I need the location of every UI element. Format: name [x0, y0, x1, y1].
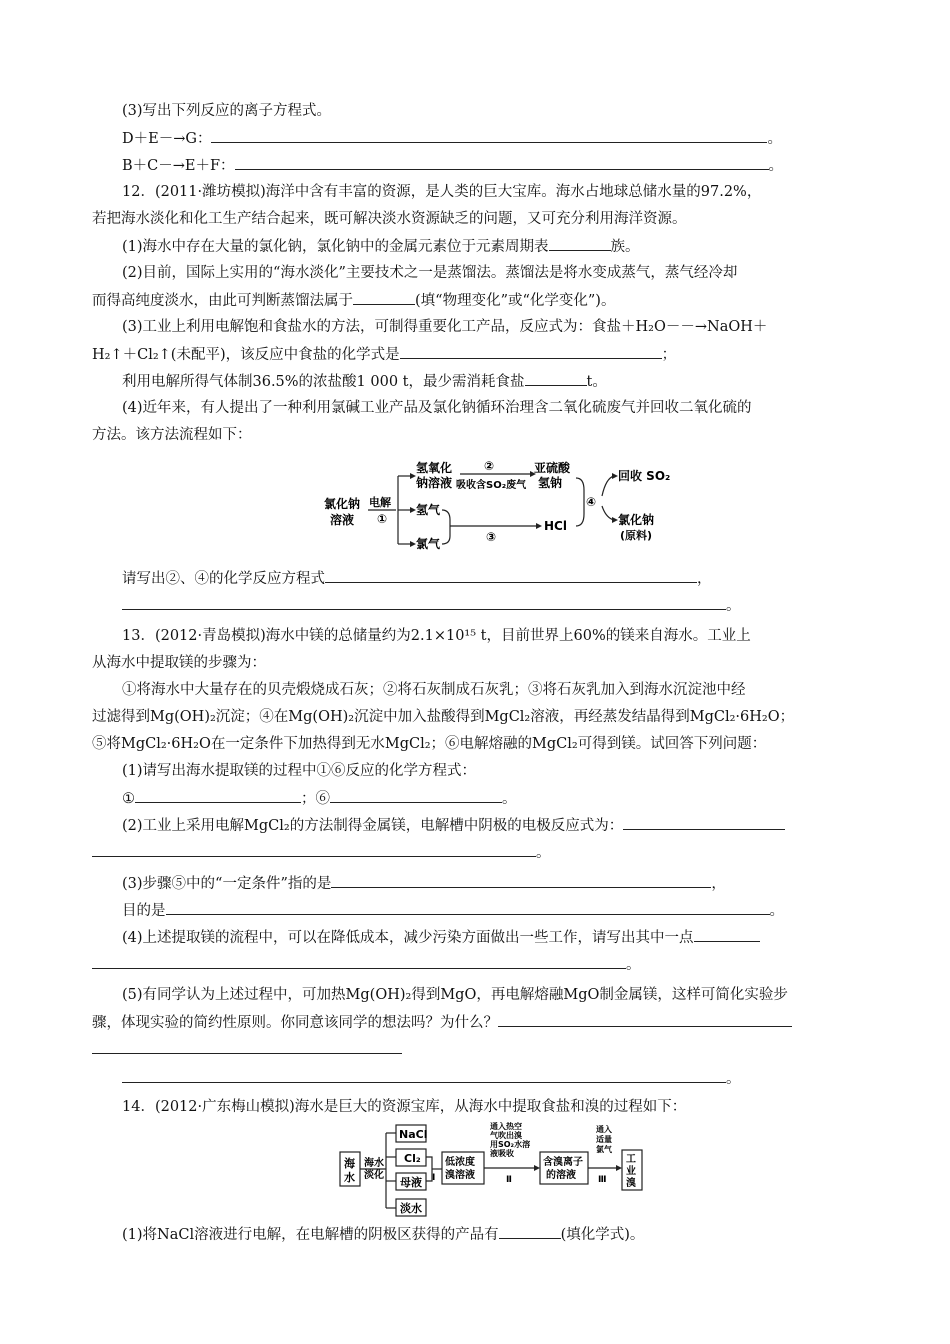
diagram2-op2-label: 液吸收 [490, 1149, 514, 1158]
diagram1-nacl-label: 氯化钠 [618, 513, 655, 527]
diagram1-naoh-label: 氢氧化 [416, 461, 453, 475]
diagram1-start-label: 氯化钠 [324, 497, 361, 511]
q13-part2-text: (2)工业上采用电解MgCl₂的方法制得金属镁，电解槽中阴极的电极反应式为： [122, 818, 624, 834]
diagram1-nahso3-label: 亚硫酸 [534, 461, 571, 475]
q12-part3-line2 [92, 344, 676, 365]
diagram2-fresh-label: 淡水 [400, 1202, 422, 1215]
q12-part3-end: t。 [586, 374, 607, 390]
answer-blank[interactable] [330, 788, 502, 803]
diagram2-nacl-label: NaCl [399, 1128, 428, 1141]
circled-1: ① [122, 791, 135, 807]
answer-blank[interactable] [235, 155, 769, 170]
diagram2-mother-label: 母液 [400, 1176, 422, 1189]
diagram1-recover-label: 回收 SO₂ [618, 469, 671, 483]
q11-eq1-label: D＋E－→G： [122, 131, 212, 147]
q12-part4-line1: (4)近年来，有人提出了一种利用氯碱工业产品及氯化钠循环治理含二氧化硫废气并回收二氧化硫的 [122, 400, 752, 416]
q13-part3-purpose [122, 900, 784, 921]
q13-part3-purpose-label: 目的是 [122, 903, 166, 919]
q12-part2-text: 而得高纯度淡水，由此可判断蒸馏法属于 [92, 293, 353, 309]
q14-part1-text: (1)将NaCl溶液进行电解，在电解槽的阴极区获得的产品有 [122, 1227, 499, 1243]
diagram2-industrial-label: 工 [626, 1154, 636, 1165]
q11-eq1 [122, 128, 782, 149]
answer-blank[interactable] [525, 371, 587, 386]
q13-part5-line1: (5)有同学认为上述过程中，可加热Mg(OH)₂得到MgO，再电解熔融MgO制金属镁，这样可简化实验步 [122, 987, 788, 1003]
diagram1-absorb-label: 吸收含SO₂废气 [456, 480, 527, 491]
diagram2-op2-label: 通入热空 [490, 1122, 522, 1131]
period: 。 [502, 791, 517, 807]
answer-blank[interactable] [498, 1012, 792, 1027]
diagram2-low-label: 溴溶液 [445, 1170, 475, 1181]
q12-part2-line2 [92, 290, 615, 311]
arrowhead [534, 1165, 540, 1171]
diagram2-op3-label: 氯气 [596, 1145, 612, 1154]
answer-blank[interactable] [325, 568, 697, 583]
diagram2-industrial-label: 溴 [626, 1178, 636, 1189]
q11-eq2 [122, 155, 783, 176]
q13-part3 [122, 873, 726, 894]
period: 。 [769, 903, 784, 919]
answer-blank[interactable] [331, 873, 711, 888]
arrowhead [616, 1165, 622, 1171]
diagram2-cl2-label: Cl₂ [404, 1152, 421, 1165]
q13-part5-text: 骤，体现实验的简约性原则。你同意该同学的想法吗？为什么？ [92, 1015, 498, 1031]
diagram2-step1: Ⅰ [432, 1173, 436, 1183]
merge-bracket [442, 510, 450, 544]
q12-part3-text: H₂↑＋Cl₂↑(未配平)，该反应中食盐的化学式是 [92, 347, 400, 363]
diagram2-desal-label: 海水 [364, 1158, 384, 1169]
diagram2-op2-label: 气吹出溴 [490, 1131, 522, 1140]
q12-part2-end: (填“物理变化”或“化学变化”)。 [415, 293, 616, 309]
answer-blank[interactable] [400, 344, 662, 359]
diagram1-nacl-label: (原料) [620, 529, 653, 542]
diagram1-nahso3-label: 氢钠 [538, 476, 563, 490]
q12-head-2: 若把海水淡化和化工生产结合起来，既可解决淡水资源缺乏的问题，又可充分利用海洋资源。 [92, 211, 687, 227]
answer-blank[interactable] [499, 1224, 561, 1239]
answer-blank[interactable] [166, 900, 770, 915]
chlor-alkali-flow-diagram [318, 456, 688, 558]
diagram2-low-label: 低浓度 [445, 1157, 475, 1168]
diagram1-electrolysis-label: 电解 [369, 496, 391, 509]
diagram2-desal-label: 淡化 [364, 1170, 384, 1181]
diagram2-op2-label: 用SO₂水溶 [490, 1140, 531, 1149]
comma: ， [697, 571, 712, 587]
diagram2-step2: Ⅱ [506, 1175, 512, 1185]
diagram1-start-label: 溶液 [330, 513, 355, 527]
diagram2-op3-label: 适量 [596, 1135, 612, 1144]
q14-part1-end: (填化学式)。 [560, 1227, 645, 1243]
q12-part3-text2: 利用电解所得气体制36.5%的浓盐酸1 000 t，最少需消耗食盐 [122, 374, 525, 390]
q13-steps-1: ①将海水中大量存在的贝壳煅烧成石灰；②将石灰制成石灰乳；③将石灰乳加入到海水沉淀池中经 [122, 682, 746, 698]
answer-blank[interactable] [623, 815, 785, 830]
answer-blank[interactable] [353, 290, 415, 305]
answer-blank[interactable] [92, 1039, 402, 1054]
q13-part5-line4 [122, 1068, 741, 1089]
diagram1-h2-label: 氢气 [416, 503, 441, 517]
diagram2-sea-label: 海 [344, 1157, 355, 1170]
q12-part1 [122, 236, 640, 257]
answer-blank[interactable] [92, 842, 536, 857]
q13-part1-answers [122, 788, 517, 809]
q13-head-1: 13．(2012·青岛模拟)海水中镁的总储量约为2.1×10¹⁵ t，目前世界上60%的镁来自海水。工业上 [122, 628, 751, 644]
q13-steps-3: ⑤将MgCl₂·6H₂O在一定条件下加热得到无水MgCl₂；⑥电解熔融的MgCl₂可得到镁。试回答下列问题： [92, 736, 767, 752]
circled-6: ；⑥ [301, 791, 330, 807]
period: 。 [767, 131, 782, 147]
q11-eq2-label: B＋C－→E＋F： [122, 158, 235, 174]
period: 。 [726, 1071, 741, 1087]
q13-head-2: 从海水中提取镁的步骤为： [92, 655, 266, 671]
q13-part5-line3 [92, 1039, 402, 1060]
period: 。 [726, 598, 741, 614]
q12-part4-line3 [122, 568, 712, 589]
q13-part3-text: (3)步骤⑤中的“一定条件”指的是 [122, 876, 332, 892]
semicolon: ； [661, 347, 677, 363]
q13-part4 [122, 927, 760, 948]
q13-part2-line2 [92, 842, 551, 863]
diagram1-cl2-label: 氯气 [416, 537, 441, 551]
q12-part3-line3 [122, 371, 607, 392]
diagram1-step3: ③ [486, 530, 497, 544]
diagram2-step3: Ⅲ [598, 1175, 607, 1185]
diagram2-industrial-label: 业 [626, 1166, 636, 1177]
q12-part4-text: 请写出②、④的化学反应方程式 [122, 571, 325, 587]
q13-steps-2: 过滤得到Mg(OH)₂沉淀；④在Mg(OH)₂沉淀中加入盐酸得到MgCl₂溶液，再经蒸发结晶得到MgCl₂·6H₂O； [92, 709, 795, 725]
q14-head: 14．(2012·广东梅山模拟)海水是巨大的资源宝库，从海水中提取食盐和溴的过程如下： [122, 1099, 687, 1115]
q13-part1: (1)请写出海水提取镁的过程中①⑥反应的化学方程式： [122, 763, 477, 779]
q13-part5-line2 [92, 1012, 792, 1033]
q12-head-1: 12．(2011·潍坊模拟)海洋中含有丰富的资源，是人类的巨大宝库。海水占地球总储水量的97.2%， [122, 184, 762, 200]
diagram1-step1: ① [377, 512, 388, 526]
answer-blank[interactable] [92, 954, 626, 969]
arrowhead [536, 523, 542, 529]
period: 。 [536, 845, 551, 861]
q13-part2 [122, 815, 785, 836]
q12-part1-text: (1)海水中存在大量的氯化钠，氯化钠中的金属元素位于元素周期表 [122, 239, 549, 255]
answer-blank[interactable] [122, 1068, 726, 1083]
q14-part1 [122, 1224, 644, 1245]
seawater-bromine-flow-diagram [338, 1122, 648, 1218]
diagram2-brion-label: 的溶液 [546, 1170, 576, 1181]
diagram1-step4: ④ [586, 495, 597, 509]
diagram1-naoh-label: 钠溶液 [416, 476, 453, 490]
q13-part4-line2 [92, 954, 641, 975]
diagram2-op3-label: 通入 [596, 1125, 612, 1134]
answer-blank[interactable] [135, 788, 301, 803]
diagram1-hcl-label: HCl [544, 519, 567, 533]
diagram2-brion-label: 含溴离子 [543, 1157, 583, 1168]
answer-blank[interactable] [211, 128, 767, 143]
q12-part3-line1: (3)工业上利用电解饱和食盐水的方法，可制得重要化工产品，反应式为：食盐＋H₂O－－→NaOH＋ [122, 319, 768, 335]
q12-part4-line2: 方法。该方法流程如下： [92, 427, 252, 443]
period: 。 [626, 957, 641, 973]
merge-bracket [576, 478, 584, 526]
period: 。 [768, 158, 784, 174]
answer-blank[interactable] [694, 927, 760, 942]
comma: ， [711, 876, 726, 892]
arrow [602, 476, 614, 496]
q12-part4-line4 [122, 595, 741, 616]
diagram2-sea-label: 水 [344, 1171, 355, 1184]
answer-blank[interactable] [122, 595, 726, 610]
diagram1-step2: ② [484, 459, 495, 473]
answer-blank[interactable] [549, 236, 611, 251]
q11-part3: (3)写出下列反应的离子方程式。 [122, 103, 332, 119]
q12-part2-line1: (2)目前，国际上实用的“海水淡化”主要技术之一是蒸馏法。蒸馏法是将水变成蒸气，蒸气经冷却 [122, 265, 738, 281]
q12-part1-end: 族。 [610, 239, 640, 255]
q13-part4-text: (4)上述提取镁的流程中，可以在降低成本，减少污染方面做出一些工作，请写出其中一点 [122, 930, 694, 946]
